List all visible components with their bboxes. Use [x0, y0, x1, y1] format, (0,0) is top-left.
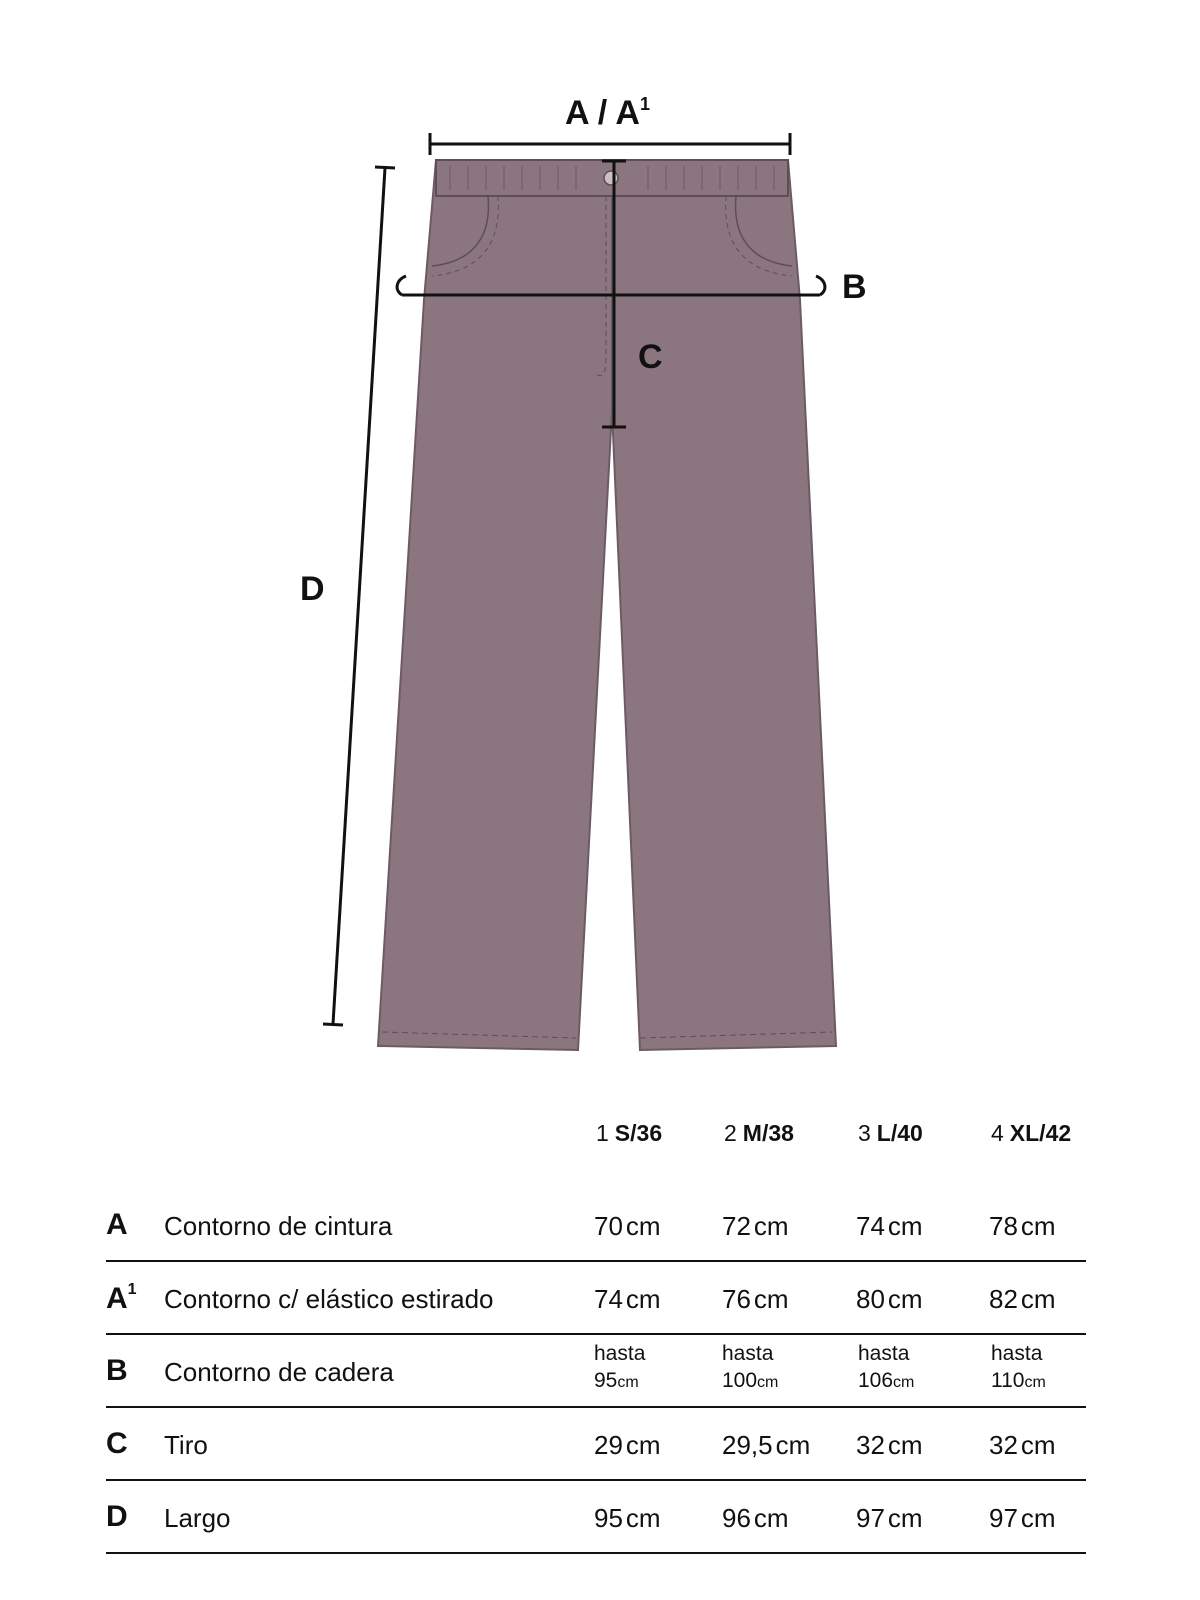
row-letter: $A^1$ [106, 1281, 137, 1315]
table-row [106, 1263, 1086, 1335]
button-icon [604, 171, 618, 185]
value-cell: 70 cm [594, 1211, 661, 1241]
row-letter: C [106, 1427, 128, 1460]
measure-d-line [323, 167, 395, 1025]
size-header: 3 L/40 [858, 1120, 923, 1146]
value-cell: 80 cm [856, 1284, 923, 1314]
measure-d-label: D [300, 570, 325, 608]
size-header: 4 XL/42 [991, 1120, 1072, 1146]
value-cell: 29,5 cm [722, 1430, 811, 1460]
row-label: Largo [164, 1503, 231, 1533]
measure-a-line [430, 133, 790, 155]
value-cell: 72 cm [722, 1211, 789, 1241]
value-cell: 32 cm [856, 1430, 923, 1460]
size-header: 2 M/38 [724, 1120, 794, 1146]
value-cell: 97 cm [989, 1503, 1056, 1533]
value-cell: 76 cm [722, 1284, 789, 1314]
size-header-row [106, 1120, 1086, 1160]
value-cell: 74 cm [594, 1284, 661, 1314]
value-cell: hasta 100cm [722, 1342, 779, 1392]
row-label: Contorno de cintura [164, 1211, 393, 1241]
value-cell: hasta 110cm [991, 1342, 1046, 1392]
measure-c-label: C [638, 338, 663, 376]
table-row [106, 1482, 1086, 1554]
measure-a-label: A / $A^1$ [565, 94, 650, 132]
table-row [106, 1190, 1086, 1262]
measure-b-label: B [842, 268, 867, 306]
row-letter: A [106, 1208, 128, 1241]
value-cell: 29 cm [594, 1430, 661, 1460]
value-cell: 96 cm [722, 1503, 789, 1533]
size-header: 1 S/36 [596, 1120, 663, 1146]
value-cell: 78 cm [989, 1211, 1056, 1241]
row-label: Contorno de cadera [164, 1357, 394, 1387]
row-letter: D [106, 1500, 128, 1533]
row-letter: B [106, 1354, 128, 1387]
value-cell: 32 cm [989, 1430, 1056, 1460]
table-row [106, 1409, 1086, 1481]
value-cell: 74 cm [856, 1211, 923, 1241]
row-label: Contorno c/ elástico estirado [164, 1284, 494, 1314]
row-label: Tiro [164, 1430, 208, 1460]
value-cell: 82 cm [989, 1284, 1056, 1314]
table-row [106, 1336, 1086, 1408]
value-cell: 97 cm [856, 1503, 923, 1533]
value-cell: 95 cm [594, 1503, 661, 1533]
value-cell: hasta 106cm [858, 1342, 915, 1392]
value-cell: hasta 95cm [594, 1342, 646, 1392]
